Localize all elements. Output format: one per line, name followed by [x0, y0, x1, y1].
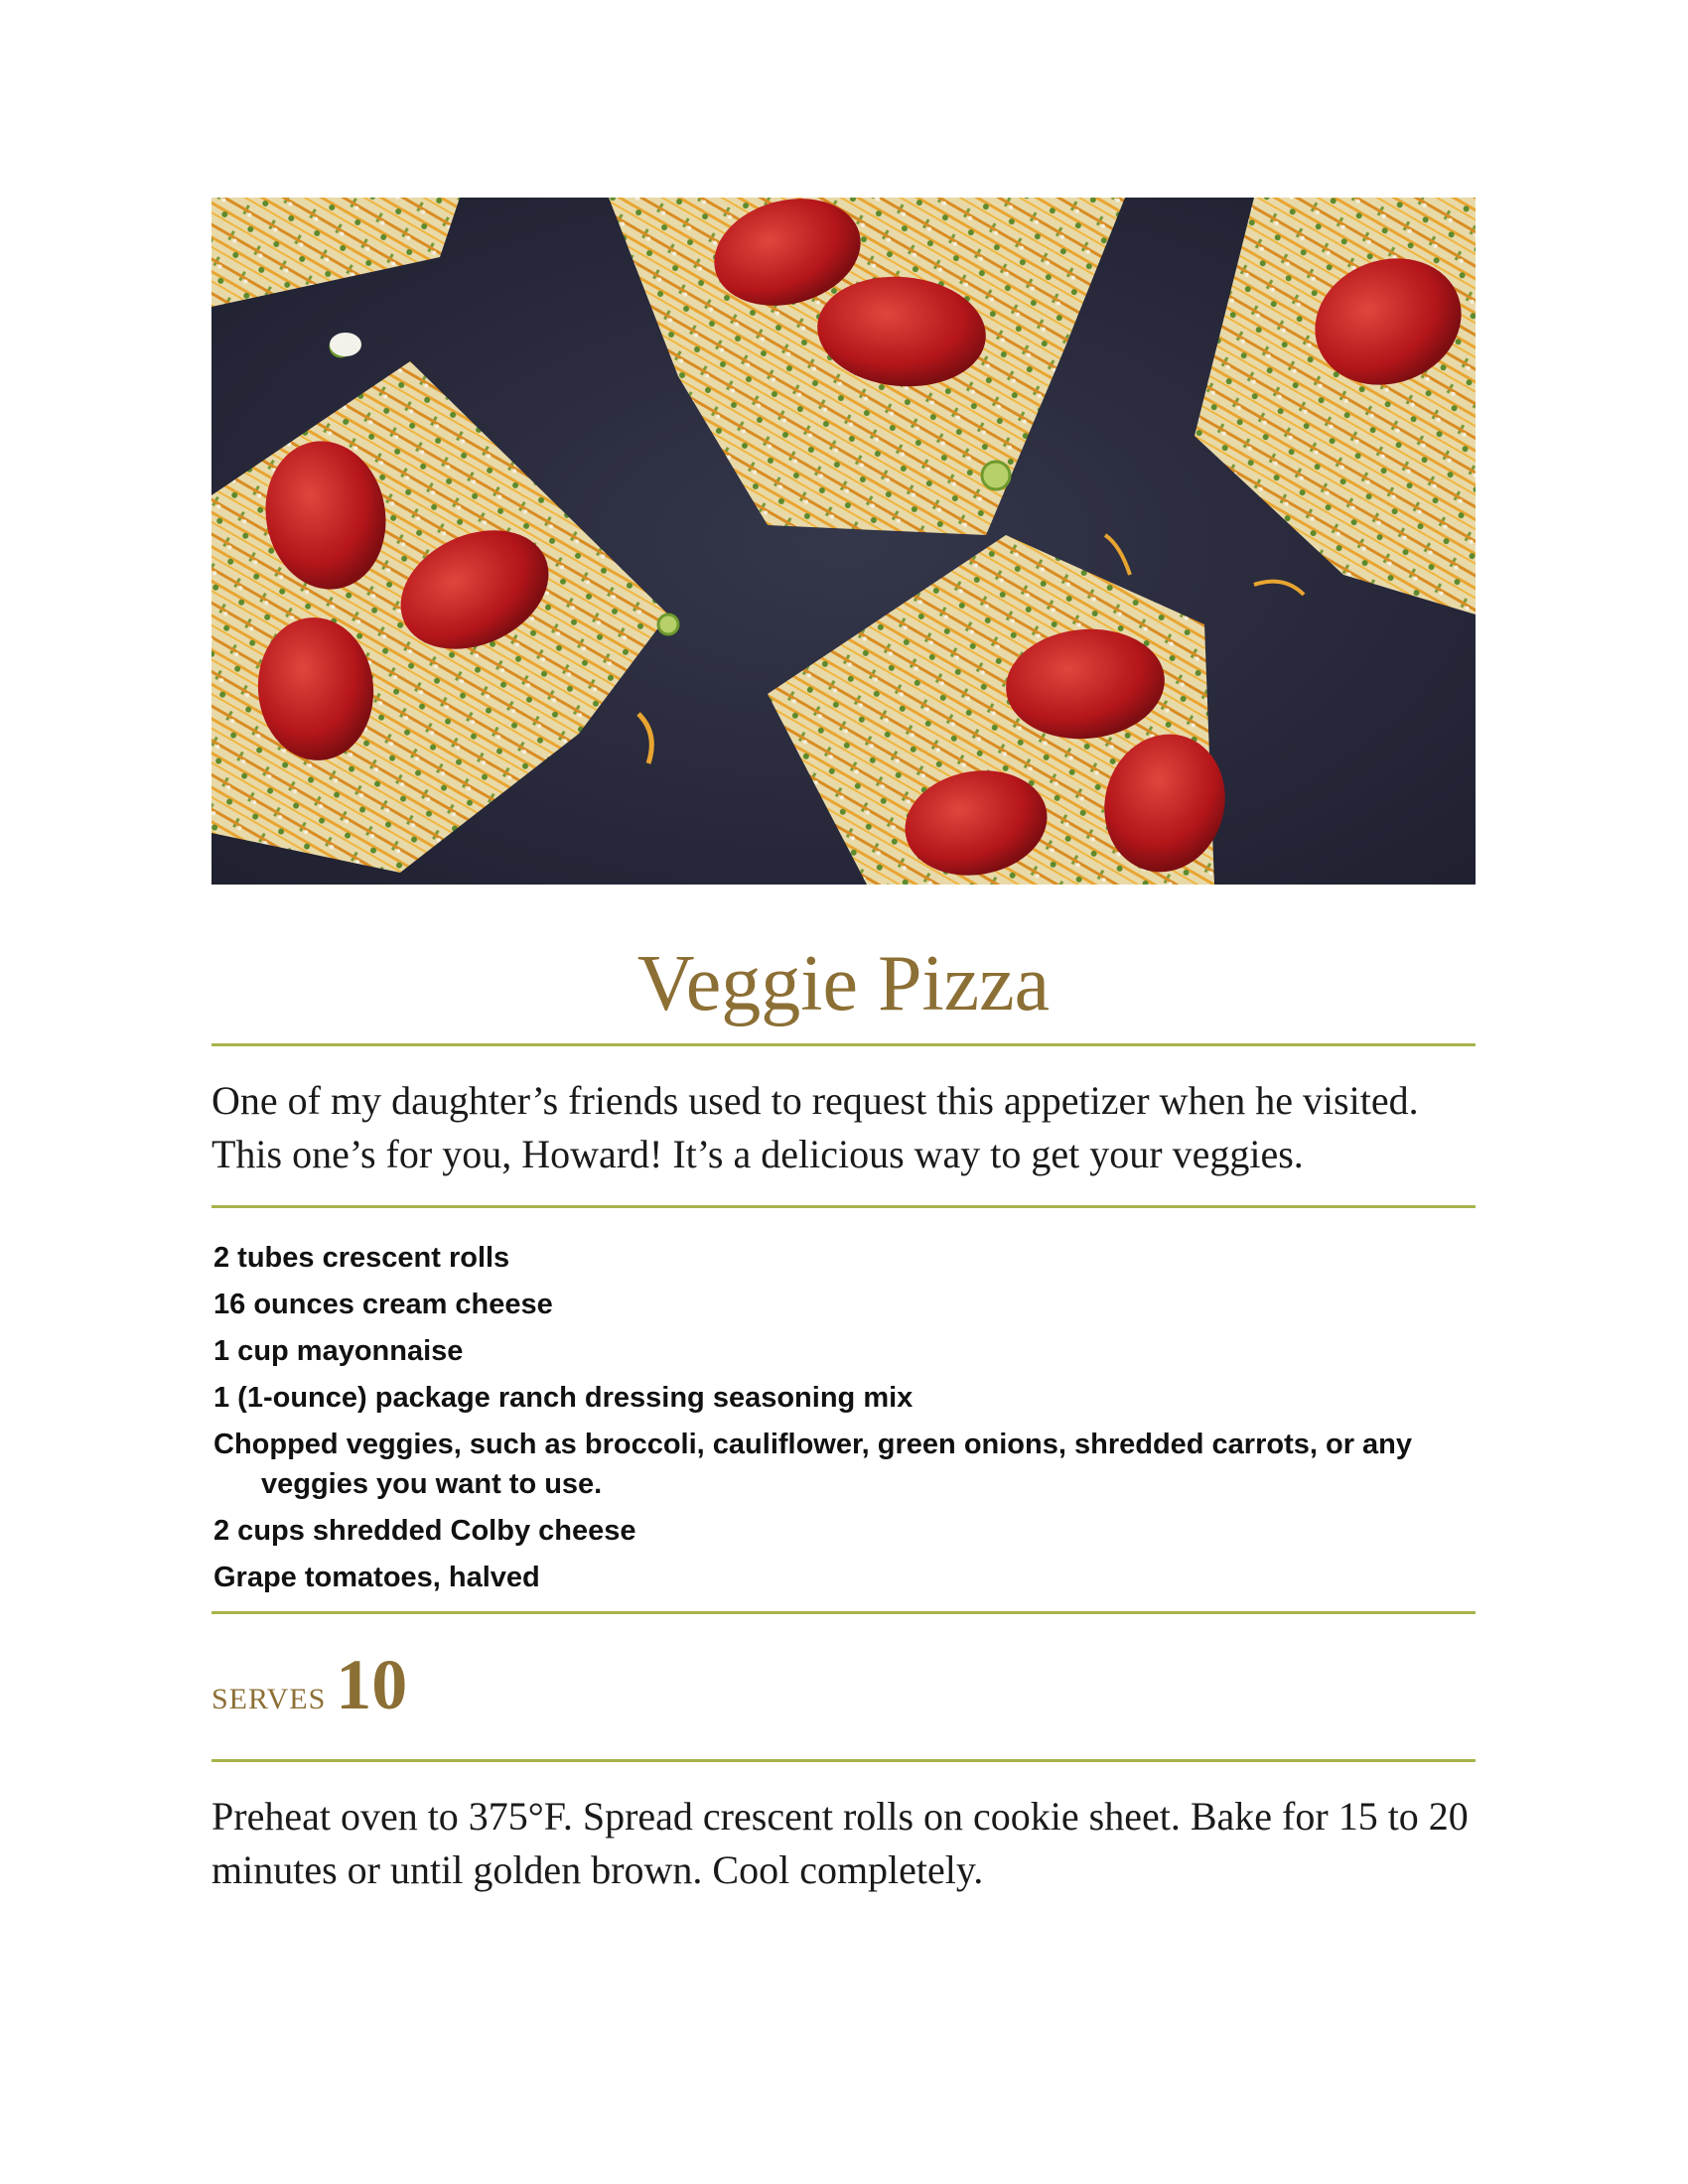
- serves-line: [211, 1644, 1476, 1735]
- recipe-intro: One of my daughter’s friends used to request this appetizer when he visited. This one’s for you, Howard! It’s a delicious way to get your veggies.: [211, 1078, 1419, 1176]
- recipe-directions: Preheat oven to 375°F. Spread crescent rolls on cookie sheet. Bake for 15 to 20 minutes or until golden brown. Cool completely.: [211, 1794, 1469, 1892]
- ingredient-item: Chopped veggies, such as broccoli, cauliflower, green onions, shredded carrots, or any veggies you want to use.: [213, 1429, 1413, 1500]
- divider: [211, 1043, 1476, 1046]
- ingredient-item: 2 tubes crescent rolls: [213, 1242, 510, 1274]
- divider: [211, 1611, 1476, 1614]
- serves-count: 10: [336, 1645, 408, 1724]
- divider: [211, 1205, 1476, 1208]
- ingredient-list: [211, 1238, 1476, 1597]
- veggie-pizza-photo: [211, 198, 1476, 885]
- ingredient-item: 1 (1-ounce) package ranch dressing seasoning mix: [213, 1382, 914, 1414]
- ingredient-item: Grape tomatoes, halved: [213, 1562, 540, 1593]
- recipe-page: [211, 198, 1476, 1897]
- serves-label: SERVES: [211, 1683, 327, 1715]
- ingredient-item: 1 cup mayonnaise: [213, 1335, 464, 1367]
- ingredient-item: 2 cups shredded Colby cheese: [213, 1515, 636, 1547]
- recipe-title: Veggie Pizza: [636, 940, 1051, 1027]
- divider: [211, 1759, 1476, 1762]
- ingredient-item: 16 ounces cream cheese: [213, 1289, 553, 1320]
